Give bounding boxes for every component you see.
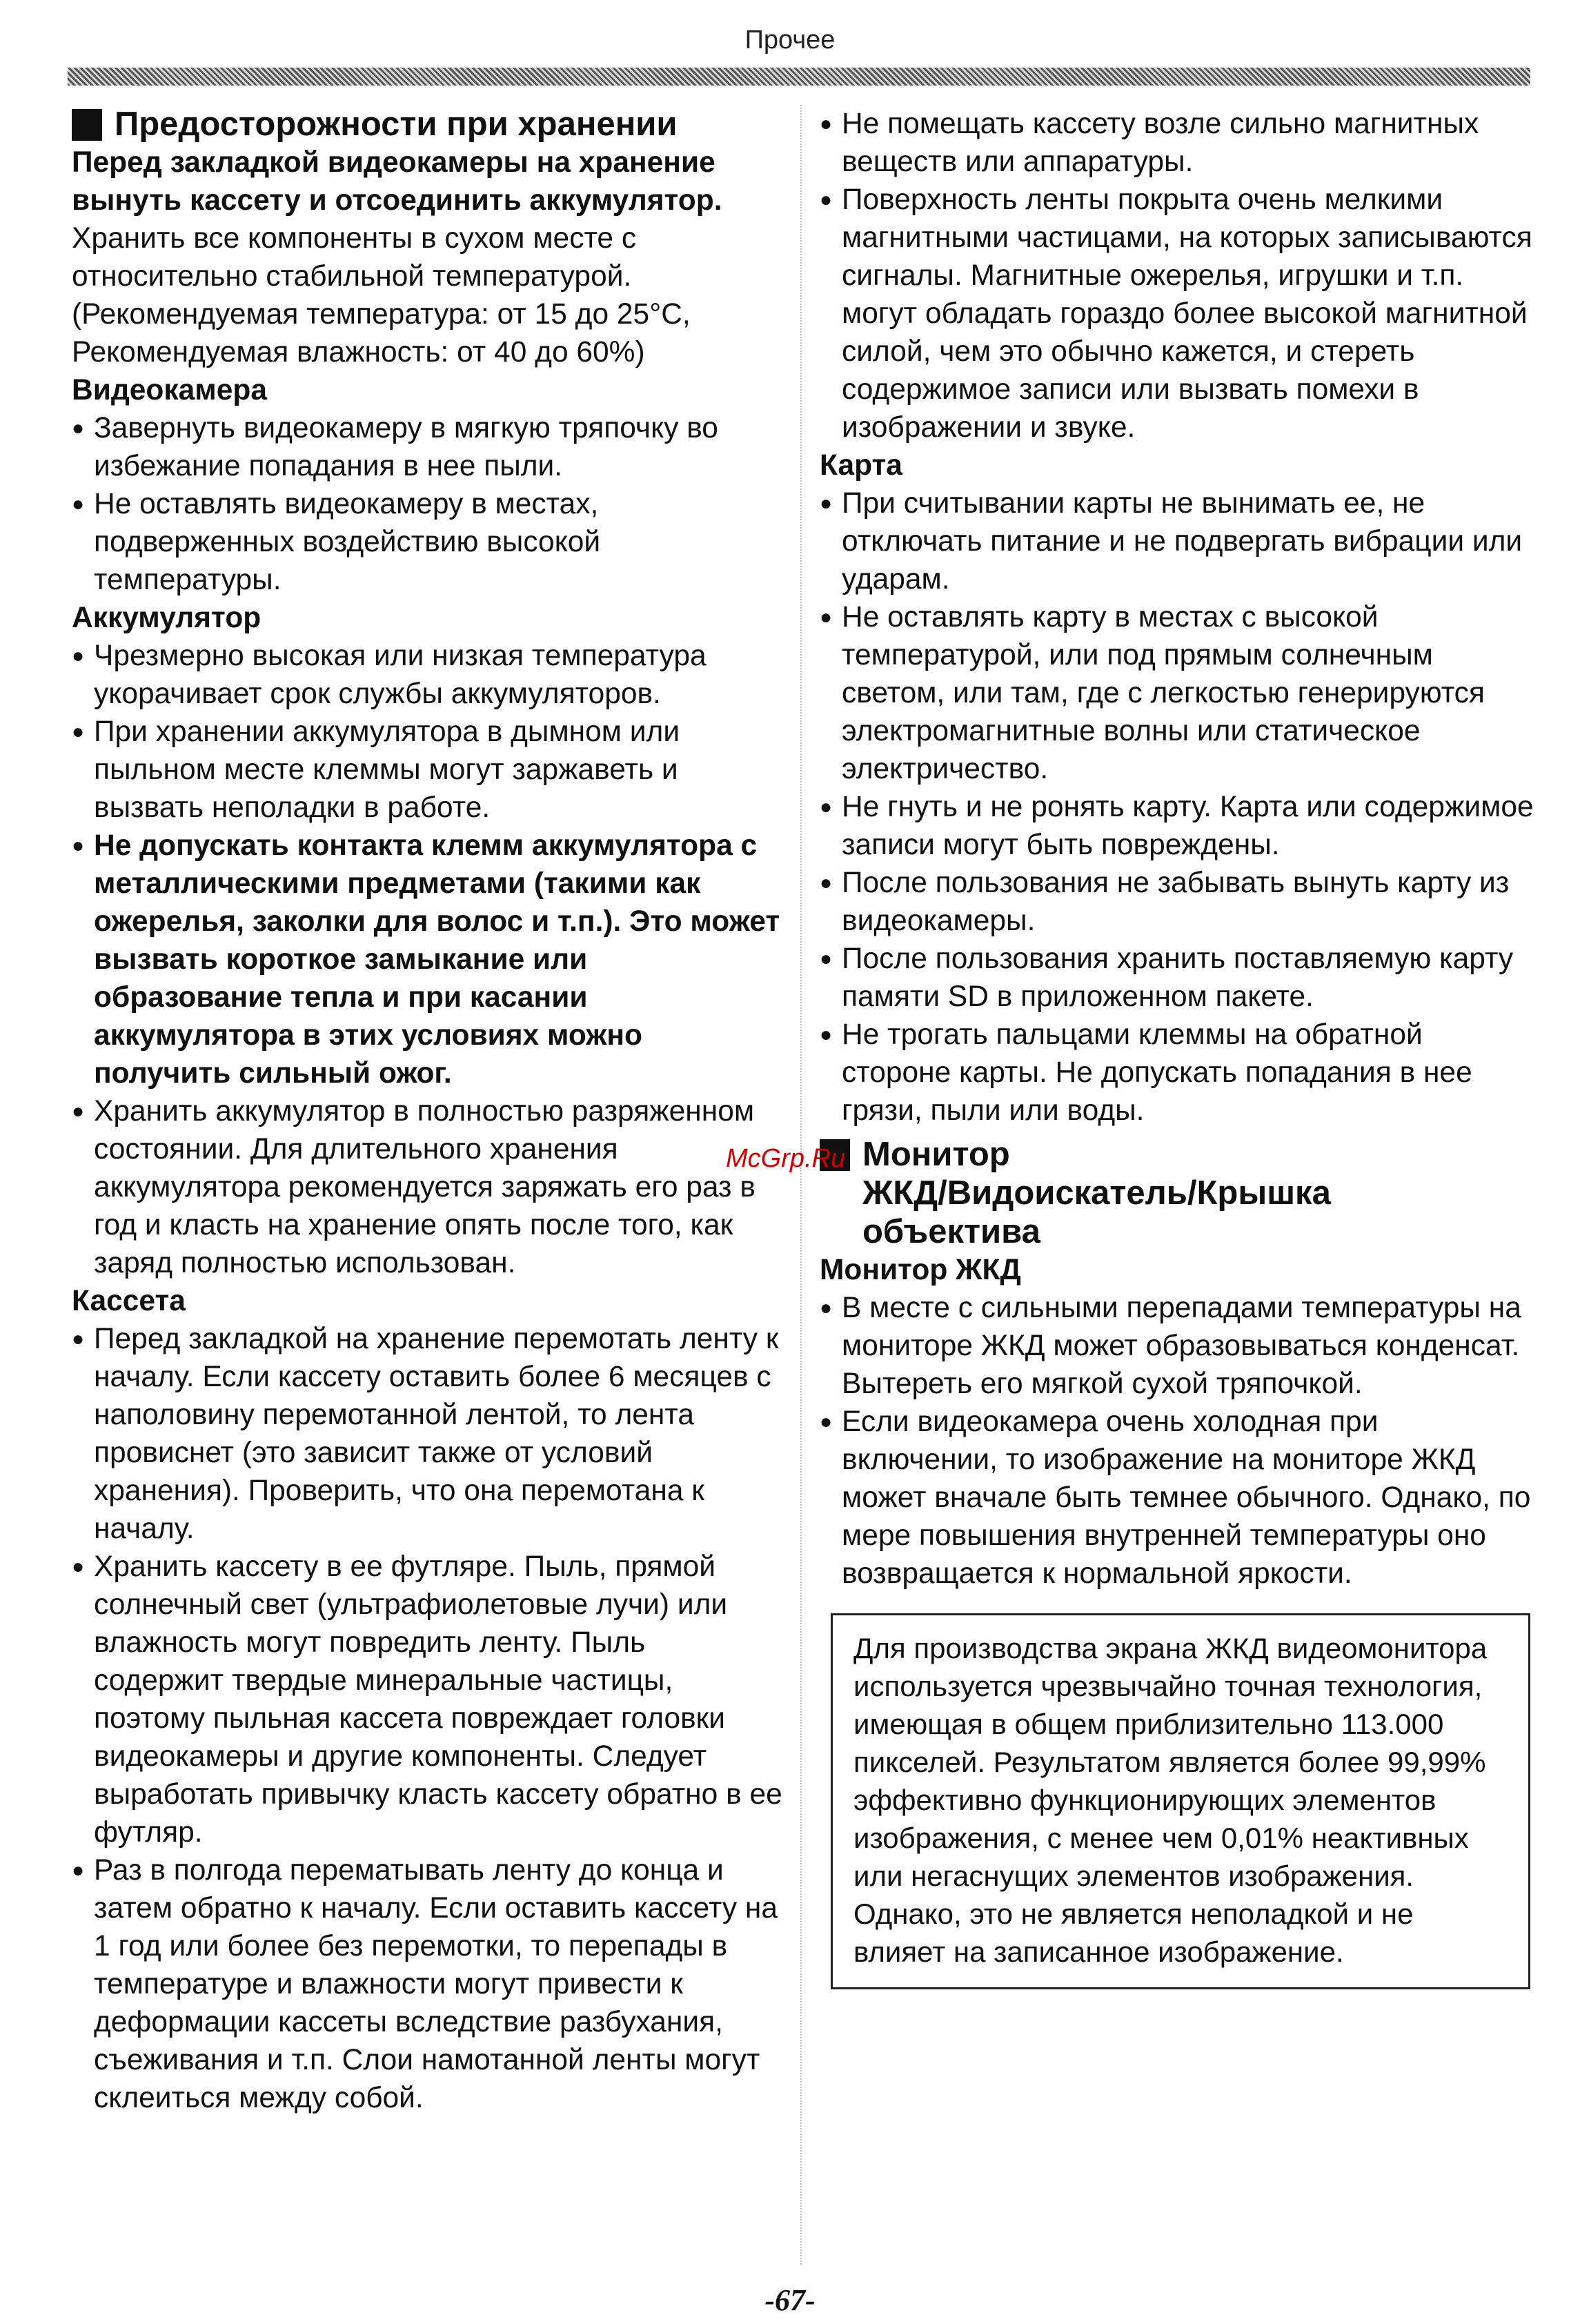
list-item: ● Если видеокамера очень холодная при включении, то изображение на мониторе ЖКД может вначале быть темнее обычного. Однако, по мере повышения внутренней температуры оно возвращается к нормальной яркости.	[820, 1403, 1534, 1593]
cassette-list	[72, 1320, 782, 2117]
battery-list	[72, 637, 782, 1282]
list-item: ● Хранить аккумулятор в полностью разряженном состоянии. Для длительного хранения аккумулятора рекомендуется заряжать его раз в год и класть на хранение опять после того, как заряд полностью использован.	[72, 1092, 782, 1282]
list-item: ● После пользования хранить поставляемую карту памяти SD в приложенном пакете.	[820, 940, 1534, 1016]
monitor-heading	[820, 1135, 1534, 1251]
list-item: ● Не помещать кассету возле сильно магнитных веществ или аппаратуры.	[820, 105, 1534, 181]
intro-text: Хранить все компоненты в сухом месте с относительно стабильной температурой. (Рекомендуемая температура: от 15 до 25°С, Рекомендуемая влажность: от 40 до 60%)	[72, 222, 691, 368]
storage-heading-text: Предосторожности при хранении	[115, 106, 678, 143]
monitor-heading-line3: объектива	[862, 1213, 1040, 1250]
section-header: Прочее	[744, 26, 836, 55]
battery-subheading: Аккумулятор	[72, 602, 261, 634]
list-item: ● Не гнуть и не ронять карту. Карта или содержимое записи могут быть повреждены.	[820, 788, 1534, 864]
list-item-warning: ● Не допускать контакта клемм аккумулятора с металлическими предметами (такими как ожерелья, заколки для волос и т.п.). Это может вызвать короткое замыкание или образование тепла и при касании аккумулятора в этих условиях можно получить сильный ожог.	[72, 827, 782, 1092]
list-item: ● Перед закладкой на хранение перемотать ленту к началу. Если кассету оставить более 6 месяцев с наполовину перемотанной лентой, то лента провиснет (это зависит также от условий хранения). Проверить, что она перемотана к началу.	[72, 1320, 782, 1548]
list-item: ● Не трогать пальцами клеммы на обратной стороне карты. Не допускать попадания в нее грязи, пыли или воды.	[820, 1016, 1534, 1130]
list-item: ● После пользования не забывать вынуть карту из видеокамеры.	[820, 864, 1534, 940]
card-list	[820, 484, 1534, 1130]
list-item: ● При хранении аккумулятора в дымном или пыльном месте клеммы могут заржаветь и вызвать неполадки в работе.	[72, 713, 782, 827]
list-item: ● Поверхность ленты покрыта очень мелкими магнитными частицами, на которых записываются сигналы. Магнитные ожерелья, игрушки и т.п. могут обладать гораздо более высокой магнитной силой, чем это обычно кажется, и стереть содержимое записи или вызвать помехи в изображении и звуке.	[820, 181, 1534, 446]
lcd-subheading: Монитор ЖКД	[820, 1254, 1021, 1286]
card-subheading: Карта	[820, 449, 902, 482]
left-column	[72, 105, 782, 2117]
right-column	[820, 105, 1534, 1989]
cassette-list-continued	[820, 105, 1534, 446]
watermark: McGrp.Ru	[726, 1144, 846, 1173]
page-number: -67-	[764, 2283, 816, 2317]
list-item: ● Завернуть видеокамеру в мягкую тряпочку во избежание попадания в нее пыли.	[72, 409, 782, 485]
heading-square-icon	[72, 109, 102, 141]
list-item: ● Не оставлять видеокамеру в местах, подверженных воздействию высокой температуры.	[72, 485, 782, 599]
list-item: ● При считывании карты не вынимать ее, не отключать питание и не подвергать вибрации или ударам.	[820, 484, 1534, 598]
list-item: ● Хранить кассету в ее футляре. Пыль, прямой солнечный свет (ультрафиолетовые лучи) или влажность могут повредить ленту. Пыль содержит твердые минеральные частицы, поэтому пыльная кассета повреждает головки видеокамеры и другие компоненты. Следует выработать привычку класть кассету обратно в ее футляр.	[72, 1548, 782, 1851]
list-item: ● Не оставлять карту в местах с высокой температурой, или под прямым солнечным светом, или там, где с легкостью генерируются электромагнитные волны или статическое электричество.	[820, 598, 1534, 788]
lcd-note-box: Для производства экрана ЖКД видеомонитора используется чрезвычайно точная технология, имеющая в общем приблизительно 113.000 пикселей. Результатом является более 99,99% эффективно функционирующих элементов изображения, с менее чем 0,01% неактивных или негаснущих элементов изображения. Однако, это не является неполадкой и не влияет на записанное изображение.	[831, 1613, 1530, 1989]
list-item: ● Чрезмерно высокая или низкая температура укорачивает срок службы аккумуляторов.	[72, 637, 782, 713]
intro-bold: Перед закладкой видеокамеры на хранение вынуть кассету и отсоединить аккумулятор.	[72, 146, 722, 217]
storage-heading	[72, 105, 782, 144]
header-rule	[68, 68, 1530, 86]
monitor-heading-line2: ЖКД/Видоискатель/Крышка	[862, 1174, 1331, 1212]
list-item: ● Раз в полгода перематывать ленту до конца и затем обратно к началу. Если оставить кассету на 1 год или более без перемотки, то перепады в температуре и влажности могут привести к деформации кассеты вследствие разбухания, съеживания и т.п. Слои намотанной ленты могут склеиться между собой.	[72, 1851, 782, 2117]
lcd-list	[820, 1289, 1534, 1593]
column-divider	[800, 105, 802, 2265]
monitor-heading-line1: Монитор	[862, 1136, 1010, 1173]
camera-subheading: Видеокамера	[72, 374, 267, 406]
list-item: ● В месте с сильными перепадами температуры на мониторе ЖКД может образовываться конденсат. Вытереть его мягкой сухой тряпочкой.	[820, 1289, 1534, 1403]
camera-list	[72, 409, 782, 599]
cassette-subheading: Кассета	[72, 1285, 186, 1317]
